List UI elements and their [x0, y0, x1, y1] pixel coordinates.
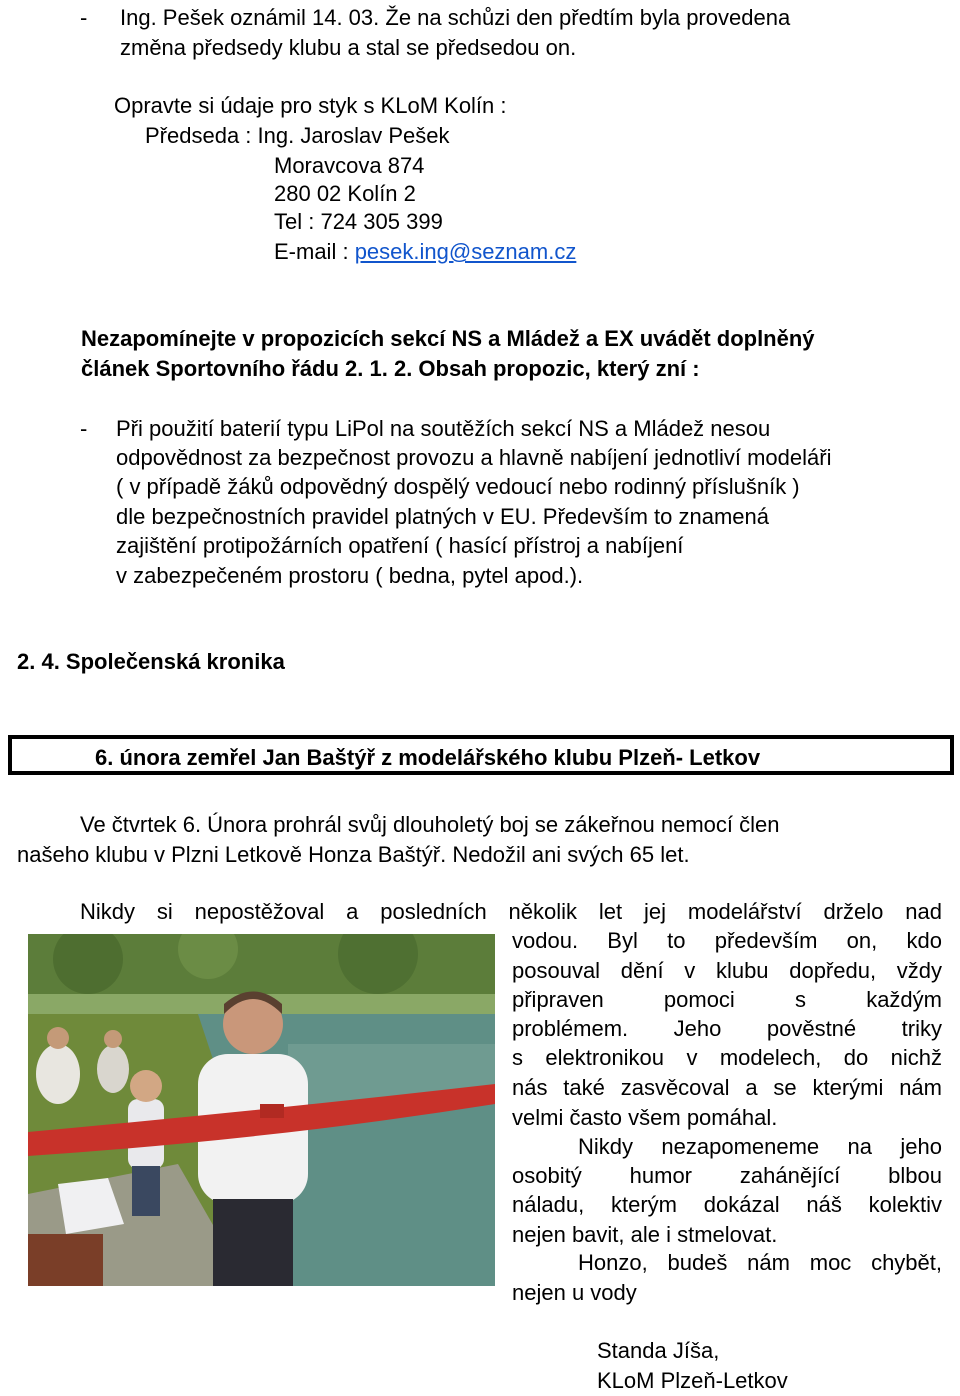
contact-email-row [274, 237, 576, 267]
rule-line: ( v případě žáků odpovědný dospělý vedoucí nebo rodinný příslušník ) [116, 474, 800, 499]
signature-name: Standa Jíša, [597, 1338, 720, 1363]
section-heading: 2. 4. Společenská kronika [17, 649, 285, 674]
obituary-p1-line-2: našeho klubu v Plzni Letkově Honza Baštýř. Nedožil ani svých 65 let. [17, 842, 690, 867]
rule-line: dle bezpečnostních pravidel platných v EU. Především to znamená [116, 504, 770, 529]
contact-street: Moravcova 874 [274, 153, 425, 178]
obituary-p4-first: Honzo, budeš nám moc chybět, [578, 1250, 942, 1275]
obituary-col-line: nás také zasvěcoval a se kterými nám [512, 1075, 942, 1100]
notice-line-1: Nezapomínejte v propozicích sekcí NS a Mládež a EX uvádět doplněný [81, 326, 815, 351]
notice-line-2: článek Sportovního řádu 2. 1. 2. Obsah propozic, který zní : [81, 356, 700, 381]
obituary-p4-last: nejen u vody [512, 1280, 637, 1305]
photo-person-head [47, 1027, 69, 1049]
email-link[interactable]: pesek.ing@seznam.cz [354, 239, 577, 264]
photo-child-head [130, 1070, 162, 1102]
obituary-col-line: posouval dění v klubu dopředu, vždy [512, 958, 942, 983]
photo-box [28, 1234, 103, 1286]
obituary-p2-first: Nikdy si nepostěžoval a posledních několik let jej modelářství drželo nad [80, 899, 942, 924]
photo-person-head [104, 1030, 122, 1048]
obituary-p3-line: osobitý humor zahánějící blbou [512, 1163, 942, 1188]
rule-line: v zabezpečeném prostoru ( bedna, pytel apod.). [116, 563, 584, 588]
photo-man-legs [213, 1199, 293, 1286]
obituary-p3-first: Nikdy nezapomeneme na jeho [578, 1134, 942, 1159]
signature-club: KLoM Plzeň-Letkov [597, 1368, 788, 1393]
rule-line: Při použití baterií typu LiPol na soutěžích sekcí NS a Mládež nesou [116, 416, 771, 441]
obituary-col-last: velmi často všem pomáhal. [512, 1105, 778, 1130]
obituary-col-line: vodou. Byl to především on, kdo [512, 928, 942, 953]
photo-person-seated [36, 1044, 80, 1104]
obituary-headline: 6. února zemřel Jan Baštýř z modelářského klubu Plzeň- Letkov [95, 745, 761, 770]
rule-line: odpovědnost za bezpečnost provozu a hlavně nabíjení jednotliví modeláři [116, 445, 832, 470]
obituary-col-line: připraven pomoci s každým [512, 987, 942, 1012]
obituary-col-line: problémem. Jeho pověstné triky [512, 1016, 942, 1041]
obituary-p3-line: náladu, kterým dokázal náš kolektiv [512, 1192, 942, 1217]
obituary-col-line: s elektronikou v modelech, do nichž [512, 1045, 942, 1070]
obituary-p1-line-1: Ve čtvrtek 6. Února prohrál svůj dlouholetý boj se zákeřnou nemocí člen [80, 812, 780, 837]
obituary-p3-last: nejen bavit, ale i stmelovat. [512, 1222, 778, 1247]
contact-phone: Tel : 724 305 399 [274, 209, 443, 234]
news-line-1: Ing. Pešek oznámil 14. 03. Že na schůzi den předtím byla provedena [120, 5, 791, 30]
photo-child-legs [132, 1166, 160, 1216]
photo-boat-tower [260, 1104, 284, 1118]
news-line-2: změna předsedy klubu a stal se předsedou on. [120, 35, 577, 60]
list-dash: - [80, 5, 88, 30]
memorial-photo [28, 934, 495, 1286]
email-label: E-mail : [274, 239, 355, 264]
contact-intro: Opravte si údaje pro styk s KLoM Kolín : [114, 93, 507, 118]
photo-person-seated [97, 1045, 129, 1093]
list-dash: - [80, 416, 88, 441]
contact-city: 280 02 Kolín 2 [274, 181, 416, 206]
contact-chair: Předseda : Ing. Jaroslav Pešek [145, 123, 450, 148]
rule-line: zajištění protipožárních opatření ( hasící přístroj a nabíjení [116, 533, 684, 558]
